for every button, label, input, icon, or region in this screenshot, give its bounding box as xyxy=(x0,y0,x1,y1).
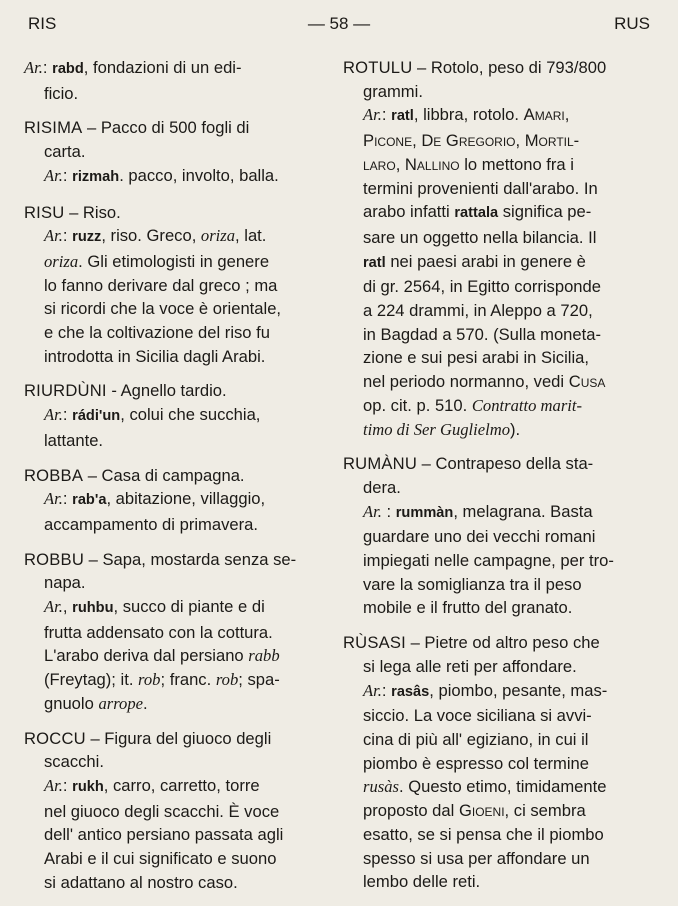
italic-text: Ar. xyxy=(24,58,43,77)
dictionary-entry xyxy=(24,727,321,895)
headword: RISIMA xyxy=(24,118,83,138)
text-span: si lega alle reti per affondare. xyxy=(363,656,577,676)
entry-line xyxy=(24,345,321,369)
entry-line xyxy=(343,752,640,776)
entry-line xyxy=(343,226,640,250)
text-span: mobile e il frutto del granato. xyxy=(363,598,573,618)
entry-line xyxy=(24,297,321,321)
text-span: scacchi. xyxy=(44,752,104,772)
text-span: - Agnello tardio. xyxy=(106,381,227,401)
headword: ROBBA xyxy=(24,465,84,485)
entry-line xyxy=(24,823,321,847)
page-number: — 58 — xyxy=(307,14,371,33)
headword: ROTULU xyxy=(343,58,413,77)
italic-text: Ar. xyxy=(363,501,382,521)
text-span: – Casa di campagna. xyxy=(83,465,245,485)
text-span: , xyxy=(564,105,570,125)
text-span: arabo infatti xyxy=(363,202,455,222)
entry-line xyxy=(343,799,640,823)
text-span: sare un oggetto nella bilancia. Il xyxy=(363,227,597,247)
entry-line xyxy=(343,129,640,153)
header-right-guideword: RUS xyxy=(614,14,650,33)
right-column xyxy=(343,56,640,905)
italic-text: rob xyxy=(215,670,239,690)
text-span: dell' antico persiano passata agli xyxy=(44,825,284,845)
text-span: , riso. Greco, xyxy=(101,226,201,246)
arabic-term: rattala xyxy=(454,205,499,222)
text-span: si ricordi che la voce è orientale, xyxy=(44,299,282,319)
entry-line xyxy=(343,775,640,799)
entry-line xyxy=(24,224,321,250)
entry-line xyxy=(24,116,321,140)
entry-line xyxy=(24,201,321,225)
text-span: a 224 drammi, in Aleppo a 720, xyxy=(363,301,593,321)
text-span: : xyxy=(62,405,73,425)
text-span: ). xyxy=(510,419,521,439)
text-span: , lat. xyxy=(235,226,267,246)
entry-line xyxy=(343,573,640,597)
text-span: : xyxy=(62,489,73,509)
text-span: napa. xyxy=(44,573,86,593)
dictionary-entry xyxy=(24,116,321,189)
entry-line xyxy=(343,823,640,847)
text-span: – Pietre od altro peso che xyxy=(405,633,600,653)
text-span: lembo delle reti. xyxy=(363,872,481,892)
text-span: lo fanno derivare dal greco ; ma xyxy=(44,275,278,295)
dictionary-entry xyxy=(24,548,321,716)
text-span: – Figura del giuoco degli xyxy=(85,728,272,748)
arabic-term: ratl xyxy=(391,108,414,125)
entry-line xyxy=(24,250,321,274)
author-name: Nallino xyxy=(404,154,460,174)
entry-line xyxy=(24,548,321,572)
entry-line xyxy=(24,571,321,595)
entry-line xyxy=(343,200,640,226)
text-span: ; franc. xyxy=(160,670,216,690)
text-span: zione e sui pesi arabi in Sicilia, xyxy=(363,348,589,368)
entry-line xyxy=(24,429,321,453)
text-span: guardare uno dei vecchi romani xyxy=(363,527,596,547)
author-name: De Gregorio xyxy=(421,131,516,151)
text-span: cina di più all' egiziano, in cui il xyxy=(363,729,589,749)
dictionary-entry xyxy=(24,379,321,452)
text-span: impiegati nelle campagne, per tro- xyxy=(363,551,614,571)
text-span: si adattano al nostro caso. xyxy=(44,872,238,892)
arabic-term: ratl xyxy=(363,254,386,271)
entry-line xyxy=(343,847,640,871)
author-name: laro xyxy=(363,154,396,174)
headword: ROBBU xyxy=(24,549,85,569)
text-span: , colui che succhia, xyxy=(120,405,261,425)
text-span: , melagrana. Basta xyxy=(453,501,593,521)
text-span: : xyxy=(62,226,73,246)
entry-line xyxy=(343,103,640,129)
text-span: , xyxy=(62,597,73,617)
headword: RUMÀNU xyxy=(343,454,418,474)
page-header xyxy=(28,14,650,42)
entry-line xyxy=(343,370,640,394)
entry-line xyxy=(343,346,640,370)
entry-line xyxy=(24,800,321,824)
italic-text: Ar. xyxy=(44,597,63,617)
text-span: , piombo, pesante, mas- xyxy=(429,680,608,700)
dictionary-entry xyxy=(24,464,321,537)
text-span: – Riso. xyxy=(64,202,121,222)
left-column xyxy=(24,56,321,906)
arabic-term: rab'a xyxy=(72,492,107,509)
text-span: dera. xyxy=(363,477,401,497)
text-span: nel periodo normanno, vedi xyxy=(363,372,569,392)
italic-text: Contratto marit- xyxy=(471,395,583,415)
dictionary-entry xyxy=(343,631,640,894)
entry-line xyxy=(24,727,321,751)
entry-line xyxy=(343,418,640,442)
headword: ROCCU xyxy=(24,728,86,748)
italic-text: arrope xyxy=(98,693,144,713)
entry-line xyxy=(24,668,321,692)
entry-line xyxy=(24,164,321,190)
text-span: , fondazioni di un edi- xyxy=(83,58,242,77)
text-span: lo mettono fra i xyxy=(459,154,574,174)
text-span: accampamento di primavera. xyxy=(44,514,258,534)
entry-line xyxy=(24,140,321,164)
italic-text: Ar. xyxy=(44,226,63,246)
entry-line xyxy=(343,56,640,80)
entry-line xyxy=(343,452,640,476)
arabic-term: ruzz xyxy=(72,229,102,246)
entry-line xyxy=(343,275,640,299)
text-span: . xyxy=(143,693,148,713)
text-span: , libbra, rotolo. xyxy=(413,105,524,125)
text-span: : xyxy=(62,775,73,795)
text-span: : xyxy=(42,58,53,77)
arabic-term: rabd xyxy=(52,61,84,77)
headword: RISU xyxy=(24,202,65,222)
italic-text: Ar. xyxy=(363,105,382,125)
author-name: Picone xyxy=(363,131,413,151)
italic-text: Ar. xyxy=(363,680,382,700)
text-span: – Pacco di 500 fogli di xyxy=(82,118,250,138)
text-span: ficio. xyxy=(44,83,79,103)
text-span: , xyxy=(412,131,422,151)
entry-line xyxy=(24,403,321,429)
text-span: ; spa- xyxy=(238,670,280,690)
text-span: , carro, carretto, torre xyxy=(103,775,260,795)
italic-text: Ar. xyxy=(44,165,63,185)
text-span: spesso si usa per affondare un xyxy=(363,848,590,868)
entry-line xyxy=(343,476,640,500)
text-span: carta. xyxy=(44,142,86,162)
text-span: , xyxy=(395,154,405,174)
text-span: , ci sembra xyxy=(504,801,586,821)
text-span: – Contrapeso della sta- xyxy=(417,454,594,474)
entry-line xyxy=(24,379,321,403)
italic-text: oriza xyxy=(200,226,236,246)
text-span: gnuolo xyxy=(44,693,99,713)
arabic-term: rukh xyxy=(72,778,104,795)
entry-line xyxy=(24,321,321,345)
author-name: Amari xyxy=(523,105,565,125)
italic-text: Ar. xyxy=(44,489,63,509)
text-span: vare la somiglianza tra il peso xyxy=(363,574,582,594)
text-span: Arabi e il cui significato e suono xyxy=(44,849,277,869)
entry-line xyxy=(24,774,321,800)
text-span: . Gli etimologisti in genere xyxy=(78,251,270,271)
headword: RIURDÙNI xyxy=(24,381,107,401)
entry-line xyxy=(343,153,640,177)
entry-line xyxy=(24,487,321,513)
arabic-term: ruhbu xyxy=(72,600,114,617)
entry-line xyxy=(24,56,321,82)
arabic-term: rummàn xyxy=(395,504,454,521)
text-span: piombo è espresso col termine xyxy=(363,753,589,773)
text-span: nel giuoco degli scacchi. È voce xyxy=(44,801,280,821)
entry-line xyxy=(343,679,640,705)
italic-text: rob xyxy=(138,670,161,690)
entry-line xyxy=(24,847,321,871)
author-name: Mortil- xyxy=(524,131,580,151)
entry-line xyxy=(343,525,640,549)
header-left-guideword: RIS xyxy=(28,14,57,33)
text-span: grammi. xyxy=(363,81,423,101)
italic-text: oriza xyxy=(44,251,79,271)
text-span: L'arabo deriva dal persiano xyxy=(44,646,249,666)
entry-line xyxy=(343,655,640,679)
entry-line xyxy=(343,596,640,620)
text-span: : xyxy=(381,105,392,125)
text-span: . Questo etimo, timidamente xyxy=(398,777,607,797)
entry-line xyxy=(24,274,321,298)
text-span: siccio. La voce siciliana si avvi- xyxy=(363,706,592,726)
arabic-term: rizmah xyxy=(72,168,120,185)
text-span: – Sapa, mostarda senza se- xyxy=(84,549,297,569)
dictionary-entry xyxy=(343,56,640,441)
entry-line xyxy=(343,500,640,526)
entry-line xyxy=(343,631,640,655)
text-span: : xyxy=(381,680,392,700)
entry-line xyxy=(343,299,640,323)
entry-line xyxy=(343,177,640,201)
entry-line xyxy=(343,250,640,276)
entry-line xyxy=(24,513,321,537)
italic-text: Ar. xyxy=(44,775,63,795)
entry-line xyxy=(343,323,640,347)
italic-text: rabb xyxy=(248,646,280,666)
text-span: . pacco, involto, balla. xyxy=(119,165,279,185)
text-span: : xyxy=(381,501,396,521)
text-span: di gr. 2564, in Egitto corrisponde xyxy=(363,277,601,297)
dictionary-entry xyxy=(343,452,640,620)
italic-text: rusàs xyxy=(363,777,399,797)
entry-line xyxy=(24,595,321,621)
dictionary-entry xyxy=(24,56,321,105)
entry-line xyxy=(24,621,321,645)
text-span: termini provenienti dall'arabo. In xyxy=(363,178,598,198)
entry-line xyxy=(24,750,321,774)
arabic-term: rasâs xyxy=(391,683,430,700)
text-span: significa pe- xyxy=(498,202,592,222)
author-name: Cusa xyxy=(568,372,606,392)
text-span: : xyxy=(62,165,73,185)
text-span: – Rotolo, peso di 793/800 xyxy=(412,58,607,77)
text-span: , abitazione, villaggio, xyxy=(106,489,266,509)
text-span: e che la coltivazione del riso fu xyxy=(44,323,270,343)
entry-line xyxy=(24,692,321,716)
text-span: esatto, se si pensa che il piombo xyxy=(363,824,604,844)
entry-line xyxy=(343,728,640,752)
text-span: , succo di piante e di xyxy=(113,597,265,617)
entry-line xyxy=(343,549,640,573)
text-span: frutta addensato con la cottura. xyxy=(44,622,273,642)
author-name: Gioeni xyxy=(458,801,505,821)
entry-line xyxy=(343,80,640,104)
text-span: op. cit. p. 510. xyxy=(363,395,472,415)
text-span: proposto dal xyxy=(363,801,459,821)
entry-line xyxy=(24,644,321,668)
text-span: (Freytag); it. xyxy=(44,670,139,690)
entry-line xyxy=(24,464,321,488)
headword: RÙSASI xyxy=(343,633,406,653)
text-span: nei paesi arabi in genere è xyxy=(385,251,586,271)
entry-line xyxy=(343,704,640,728)
entry-line xyxy=(343,870,640,894)
entry-line xyxy=(343,394,640,418)
dictionary-entry xyxy=(24,201,321,369)
entry-line xyxy=(24,82,321,106)
text-span: in Bagdad a 570. (Sulla moneta- xyxy=(363,324,602,344)
text-span: , xyxy=(515,131,525,151)
text-span: introdotta in Sicilia dagli Arabi. xyxy=(44,346,266,366)
entry-line xyxy=(24,871,321,895)
arabic-term: rádi'un xyxy=(72,408,121,425)
text-span: lattante. xyxy=(44,430,104,450)
italic-text: Ar. xyxy=(44,405,63,425)
italic-text: timo di Ser Guglielmo xyxy=(363,419,511,439)
